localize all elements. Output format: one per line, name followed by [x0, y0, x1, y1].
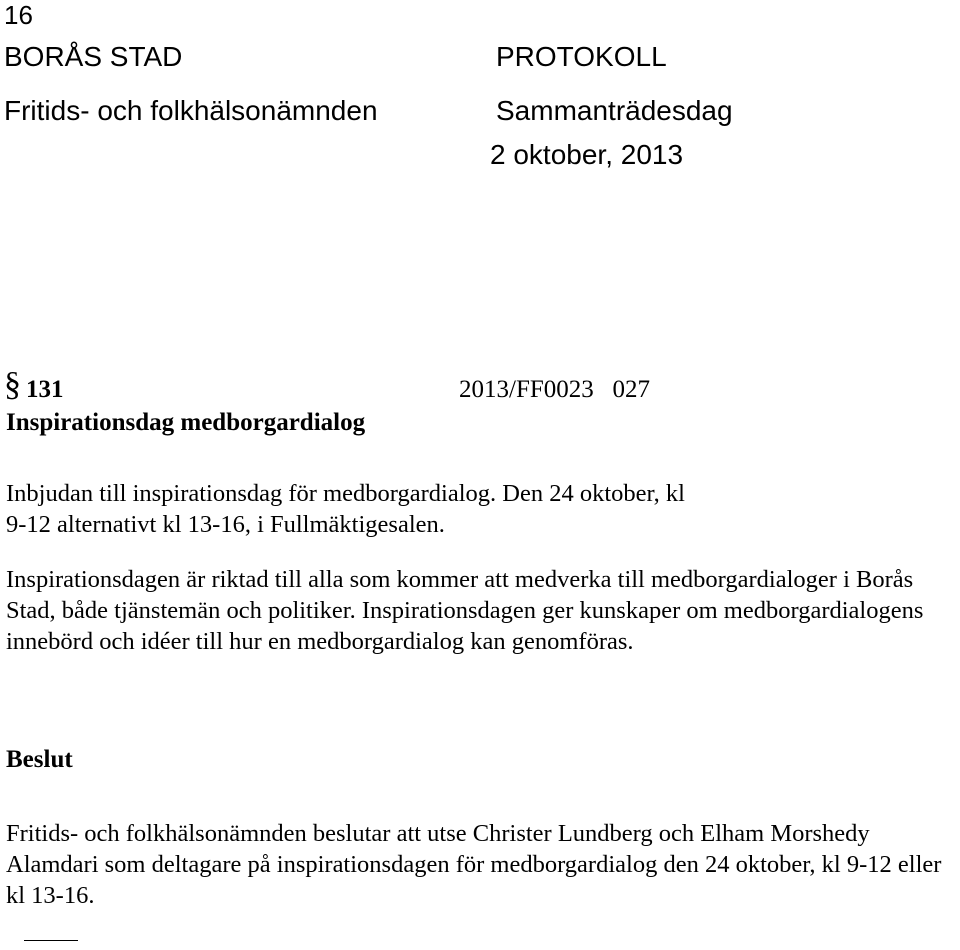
document-type: PROTOKOLL — [496, 41, 667, 72]
section-symbol: § — [4, 366, 21, 403]
footer-rule — [24, 940, 78, 941]
decision-heading: Beslut — [6, 746, 73, 773]
body-paragraph-2 — [6, 564, 960, 657]
paragraph-text: Fritids- och folkhälsonämnden beslutar att utse Christer Lundberg och Elham Morshedy Alamdari som deltagare på inspirationsdagen för medborgardialog den 24 oktober, kl 9-12 eller kl 13-16. — [6, 820, 942, 909]
paragraph-text: Inspirationsdagen är riktad till alla som kommer att medverka till medborgardialoger i Borås Stad, både tjänstemän och politiker. Inspirationsdagen ger kunskaper om medborgardialogens innebörd och idéer till hur en medborgardialog kan genomföras. — [6, 566, 924, 655]
body-paragraph-1 — [6, 478, 696, 540]
organization-name: BORÅS STAD — [4, 41, 183, 72]
meeting-label: Sammanträdesdag — [496, 95, 733, 126]
committee-name: Fritids- och folkhälsonämnden — [4, 95, 378, 126]
case-reference: 2013/FF0023 027 — [459, 376, 651, 403]
item-number: 131 — [26, 376, 64, 403]
paragraph-text: Inbjudan till inspirationsdag för medborgardialog. Den 24 oktober, kl 9-12 alternativt kl 13-16, i Fullmäktigesalen. — [6, 480, 685, 538]
page-number: 16 — [4, 0, 33, 30]
item-title: Inspirationsdag medborgardialog — [6, 409, 366, 436]
meeting-date: 2 oktober, 2013 — [490, 139, 684, 170]
decision-paragraph — [6, 818, 960, 911]
